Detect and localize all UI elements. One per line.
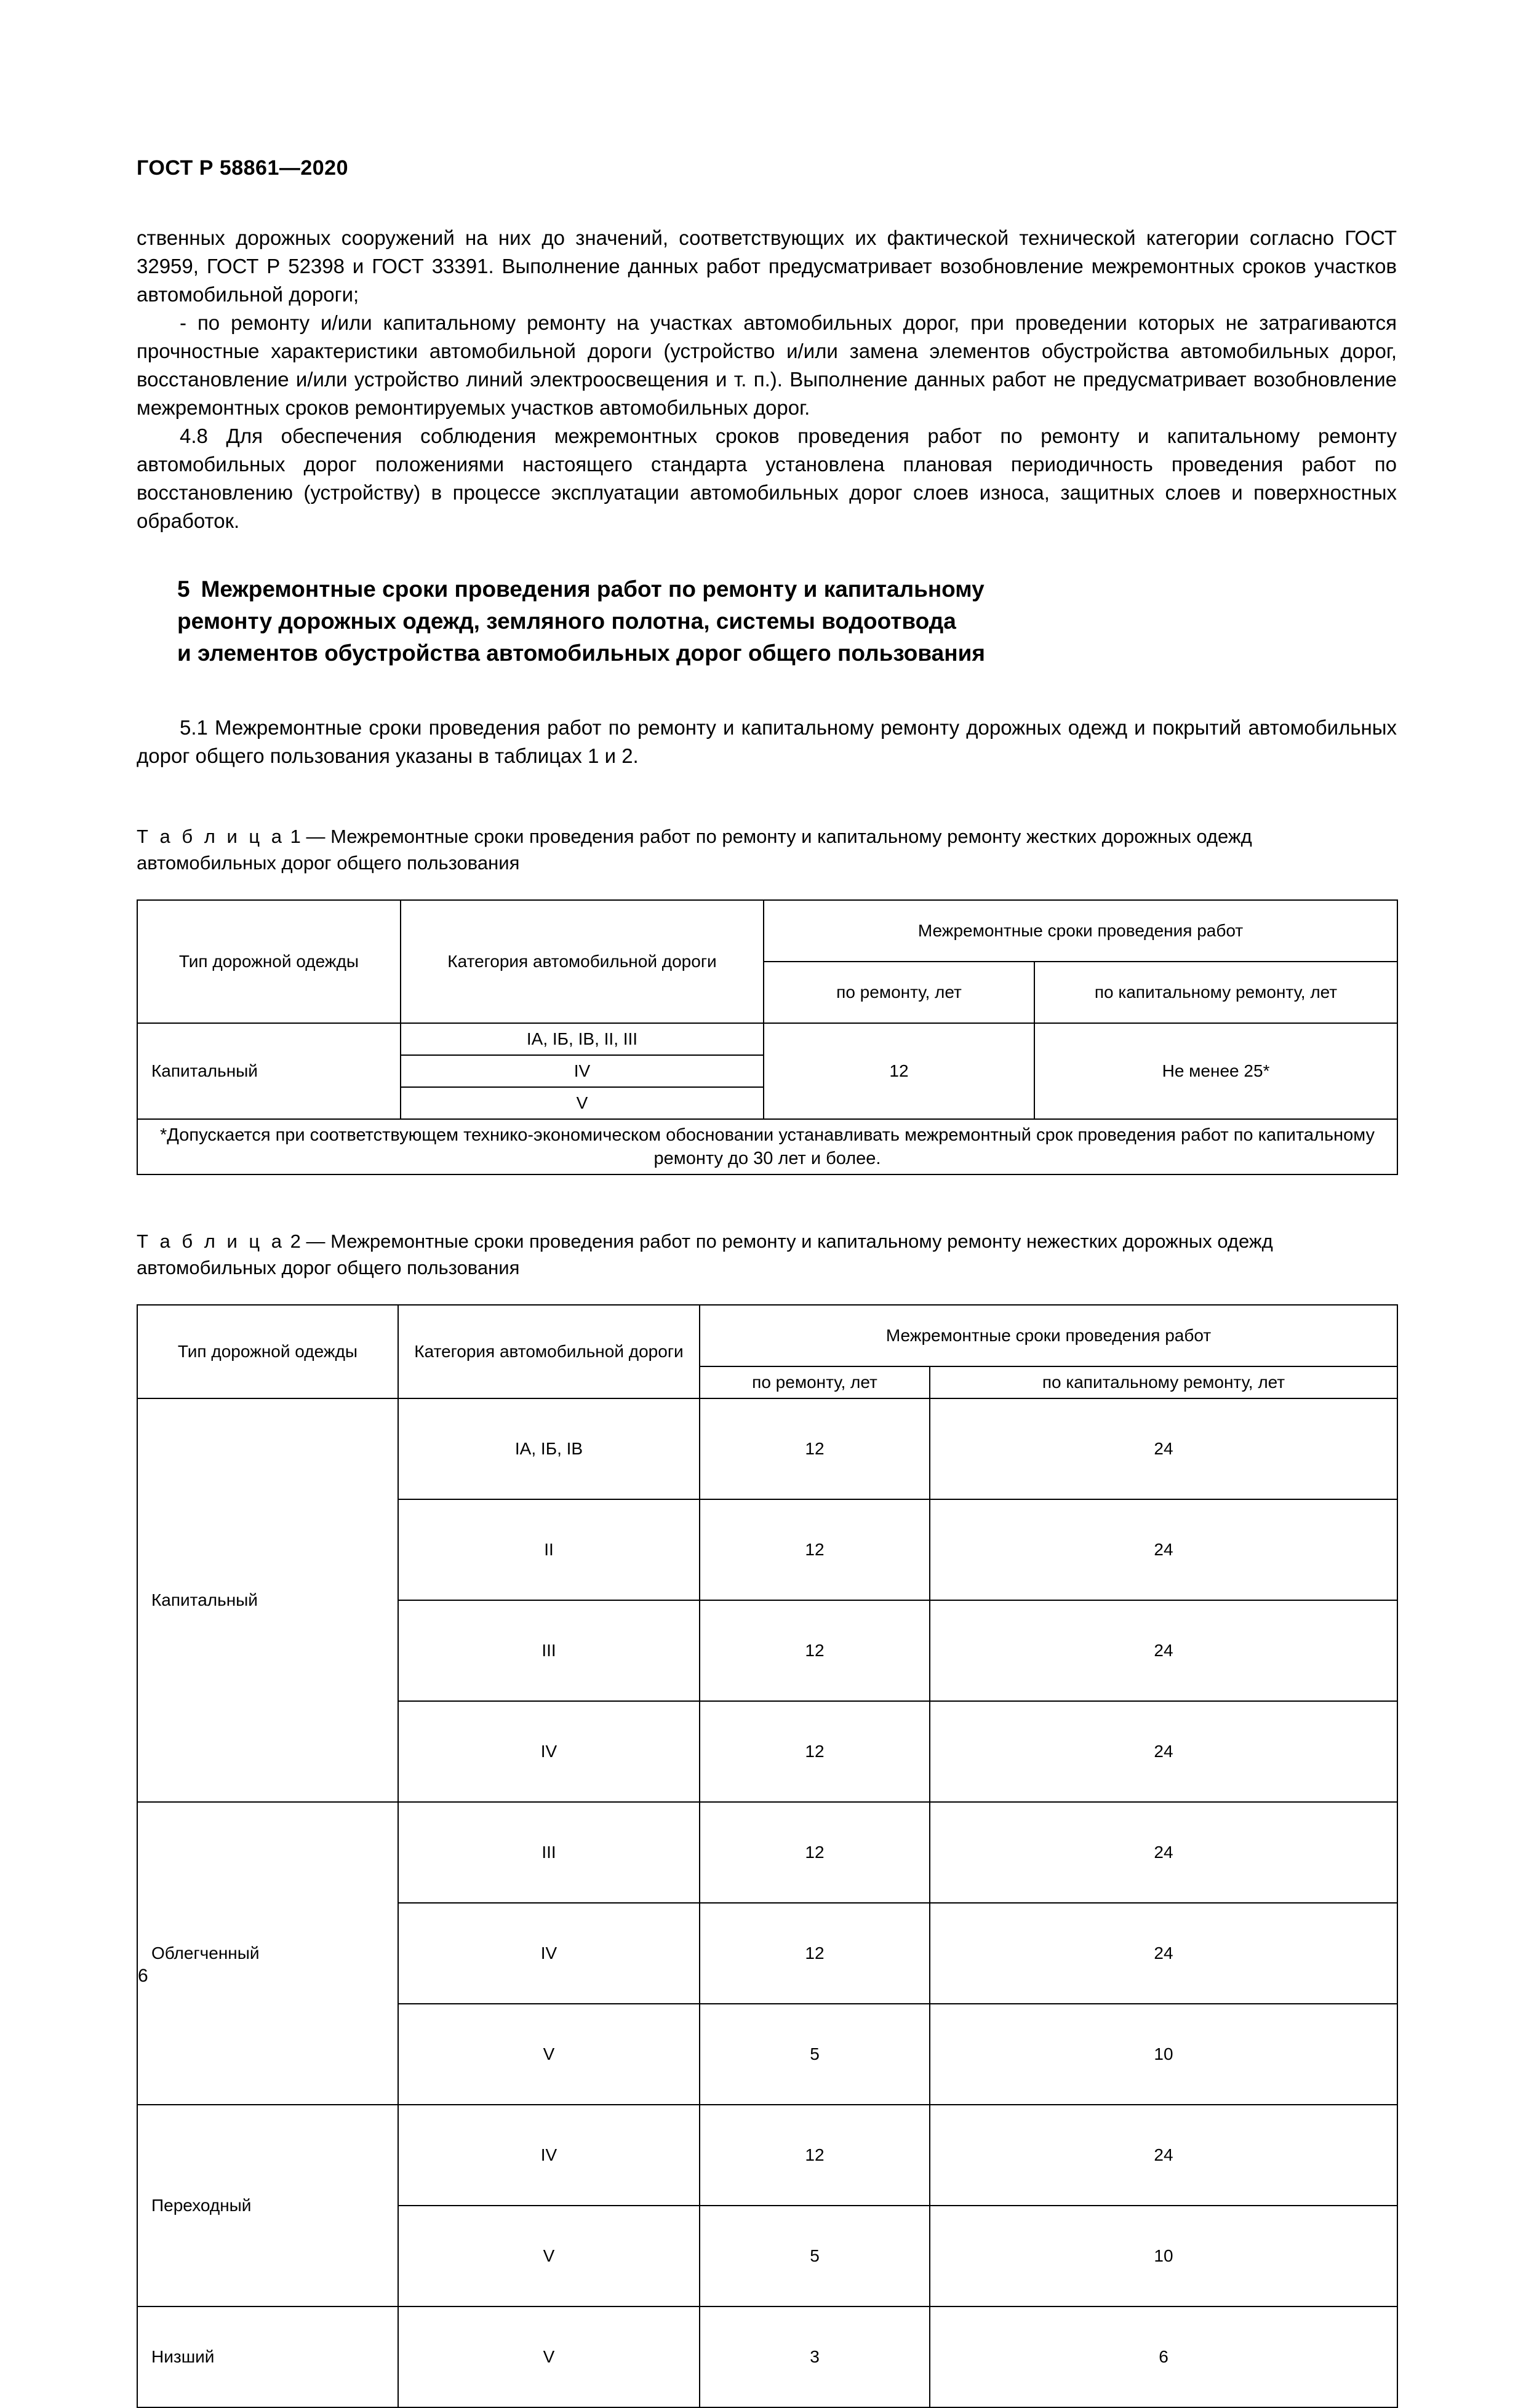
table-1-category-2: IV: [401, 1055, 764, 1087]
table-2-pavement-type-perehodny: Переходный: [137, 2105, 398, 2306]
page-number: 6: [138, 1966, 148, 1986]
table-1-header-pavement-type: Тип дорожной одежды: [137, 900, 401, 1023]
table-2-category: II: [398, 1499, 700, 1600]
table-1-note-row: [137, 1119, 1397, 1174]
table-2-repair: 12: [700, 1499, 930, 1600]
section-5-number: 5: [177, 576, 190, 602]
table-2-repair: 12: [700, 1903, 930, 2004]
table-2-repair: 12: [700, 1600, 930, 1701]
table-1: [137, 899, 1398, 1175]
table-1-header-road-category: Категория автомобильной дороги: [401, 900, 764, 1023]
table-2-capital: 24: [930, 1701, 1397, 1802]
table-2-header-capital-repair-years: по капитальному ремонту, лет: [930, 1366, 1397, 1398]
table-2-header-pavement-type: Тип дорожной одежды: [137, 1305, 398, 1398]
table-2-category: IА, IБ, IВ: [398, 1398, 700, 1499]
table-1-caption-number: 1: [290, 826, 301, 848]
table-2-category: V: [398, 2004, 700, 2105]
table-1-capital-repair-years: Не менее 25*: [1034, 1023, 1397, 1119]
section-5-heading-line-3: и элементов обустройства автомобильных дорог общего пользования: [177, 640, 985, 666]
table-2-category: III: [398, 1600, 700, 1701]
table-1-caption: [137, 823, 1397, 876]
standard-header: ГОСТ Р 58861—2020: [137, 156, 349, 180]
table-2-caption: [137, 1228, 1397, 1281]
table-1-caption-text: — Межремонтные сроки проведения работ по ремонту и капитальному ремонту жестких дорожных одежд автомобильных дорог общего пользования: [137, 826, 1252, 874]
table-1-pavement-type: Капитальный: [137, 1023, 401, 1119]
table-row: [137, 2306, 1397, 2407]
table-2-repair: 5: [700, 2206, 930, 2306]
table-1-category-1: IА, IБ, IВ, II, III: [401, 1023, 764, 1055]
table-2-category: IV: [398, 1701, 700, 1802]
table-2-capital: 24: [930, 1903, 1397, 2004]
table-2-category: V: [398, 2206, 700, 2306]
table-2-capital: 10: [930, 2206, 1397, 2306]
section-5-heading-line-2: ремонту дорожных одежд, земляного полотна, системы водоотвода: [177, 608, 956, 634]
table-2-repair: 12: [700, 1398, 930, 1499]
table-2-capital: 6: [930, 2306, 1397, 2407]
table-1-repair-years: 12: [764, 1023, 1034, 1119]
table-2-pavement-type-nizshy: Низший: [137, 2306, 398, 2407]
table-2: [137, 1304, 1398, 2408]
table-1-header-repair-years: по ремонту, лет: [764, 962, 1034, 1023]
table-2-header-row-1: [137, 1305, 1397, 1366]
paragraph-repair-bullet: - по ремонту и/или капитальному ремонту на участках автомобильных дорог, при проведении которых не затрагиваются прочностные характеристики автомобильной дороги (устройство и/или замена элементов обустройства автомобильных дорог, восстановление и/или устройство линий электроосвещения и т. п.). Выполнение данных работ не предусматривает возобновление межремонтных сроков ремонтируемых участков автомобильных дорог.: [137, 311, 1397, 420]
table-2-repair: 12: [700, 1802, 930, 1903]
table-2-repair: 12: [700, 1701, 930, 1802]
table-2-capital: 24: [930, 1398, 1397, 1499]
section-5-heading: [137, 573, 1397, 669]
table-1-header-group: Межремонтные сроки проведения работ: [764, 900, 1397, 962]
table-2-capital: 10: [930, 2004, 1397, 2105]
table-1-caption-label: Т а б л и ц а: [137, 826, 286, 848]
table-2-repair: 5: [700, 2004, 930, 2105]
table-2-category: V: [398, 2306, 700, 2407]
paragraph-4-8: 4.8 Для обеспечения соблюдения межремонтных сроков проведения работ по ремонту и капитальному ремонту автомобильных дорог положениями настоящего стандарта установлена плановая периодичность проведения работ по восстановлению (устройству) в процессе эксплуатации автомобильных дорог слоев износа, защитных слоев и поверхностных обработок.: [137, 425, 1397, 533]
table-2-header-group: Межремонтные сроки проведения работ: [700, 1305, 1397, 1366]
table-2-repair: 12: [700, 2105, 930, 2206]
table-row: [137, 1802, 1397, 1903]
table-row: [137, 1023, 1397, 1055]
table-1-footnote: *Допускается при соответствующем технико-экономическом обосновании устанавливать межремонтный срок проведения работ по капитальному ремонту до 30 лет и более.: [137, 1119, 1397, 1174]
paragraph-continuation: ственных дорожных сооружений на них до значений, соответствующих их фактической технической категории согласно ГОСТ 32959, ГОСТ Р 52398 и ГОСТ 33391. Выполнение данных работ предусматривает возобновление межремонтных сроков участков автомобильной дороги;: [137, 226, 1397, 306]
table-2-caption-text: — Межремонтные сроки проведения работ по ремонту и капитальному ремонту нежестких дорожных одежд автомобильных дорог общего пользования: [137, 1230, 1273, 1279]
section-5-heading-line-1: Межремонтные сроки проведения работ по ремонту и капитальному: [201, 576, 985, 602]
table-1-category-3: V: [401, 1087, 764, 1119]
table-2-category: IV: [398, 1903, 700, 2004]
table-2-caption-label: Т а б л и ц а: [137, 1230, 286, 1253]
table-2-capital: 24: [930, 1499, 1397, 1600]
table-2-caption-number: 2: [290, 1230, 301, 1253]
table-row: [137, 1398, 1397, 1499]
table-2-capital: 24: [930, 1600, 1397, 1701]
table-2-capital: 24: [930, 2105, 1397, 2206]
page-content: [137, 157, 1397, 2408]
table-2-pavement-type-kapitalny: Капитальный: [137, 1398, 398, 1802]
paragraph-5-1: 5.1 Межремонтные сроки проведения работ по ремонту и капитальному ремонту дорожных одежд и покрытий автомобильных дорог общего пользования указаны в таблицах 1 и 2.: [137, 716, 1397, 768]
table-1-header-capital-repair-years: по капитальному ремонту, лет: [1034, 962, 1397, 1023]
table-2-category: III: [398, 1802, 700, 1903]
table-2-capital: 24: [930, 1802, 1397, 1903]
table-2-header-repair-years: по ремонту, лет: [700, 1366, 930, 1398]
table-2-repair: 3: [700, 2306, 930, 2407]
table-row: [137, 2105, 1397, 2206]
table-2-header-road-category: Категория автомобильной дороги: [398, 1305, 700, 1398]
table-2-category: IV: [398, 2105, 700, 2206]
table-1-header-row-1: [137, 900, 1397, 962]
table-2-pavement-type-oblegchenny: Облегченный: [137, 1802, 398, 2105]
